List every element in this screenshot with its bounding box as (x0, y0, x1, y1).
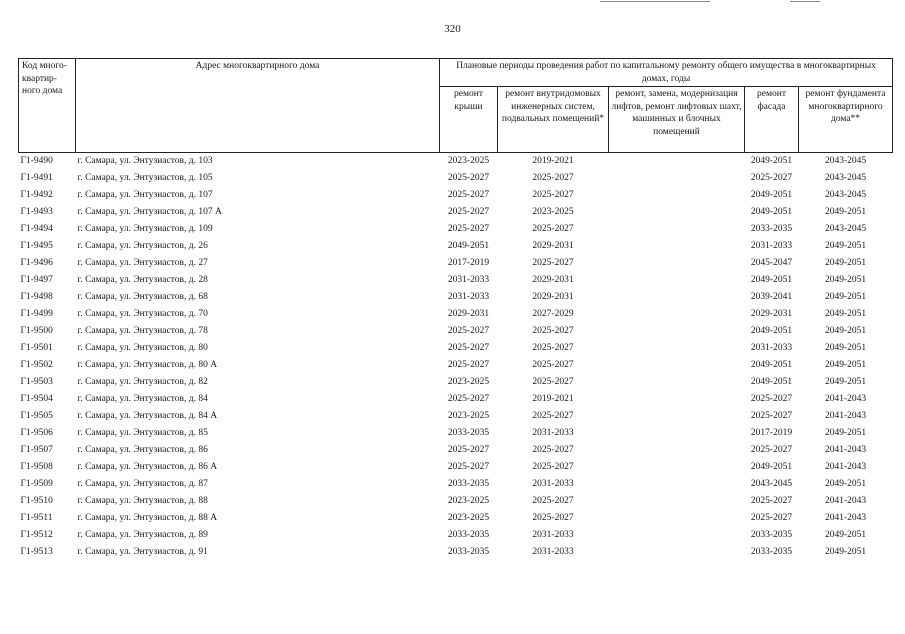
cell-facade: 2049-2051 (750, 190, 793, 200)
cell-address: г. Самара, ул. Энтузиастов, д. 85 (77, 428, 208, 438)
cell-elevators (609, 255, 745, 272)
table-row (19, 442, 893, 459)
cell-foundation: 2049-2051 (824, 309, 867, 319)
cell-engineering: 2025-2027 (532, 326, 574, 336)
cell-elevators (609, 391, 745, 408)
table-row (19, 357, 893, 374)
cell-facade: 2049-2051 (750, 156, 793, 166)
cell-roof: 2023-2025 (447, 411, 490, 421)
cell-roof: 2033-2035 (447, 547, 490, 557)
cell-roof: 2031-2033 (447, 275, 490, 285)
cell-code: Г1-9497 (20, 275, 53, 285)
cell-code: Г1-9501 (20, 343, 53, 353)
cell-engineering: 2025-2027 (532, 496, 574, 506)
cell-engineering: 2025-2027 (532, 258, 574, 268)
cell-facade: 2033-2035 (750, 224, 793, 234)
cell-address: г. Самара, ул. Энтузиастов, д. 28 (77, 275, 208, 285)
table-body (19, 153, 893, 562)
cell-address: г. Самара, ул. Энтузиастов, д. 26 (77, 241, 208, 251)
cell-address: г. Самара, ул. Энтузиастов, д. 68 (77, 292, 208, 302)
cell-address: г. Самара, ул. Энтузиастов, д. 86 (77, 445, 208, 455)
cell-elevators (609, 289, 745, 306)
cell-code: Г1-9493 (20, 207, 53, 217)
cell-foundation: 2043-2045 (824, 173, 867, 183)
cell-roof: 2025-2027 (447, 224, 490, 234)
cell-address: г. Самара, ул. Энтузиастов, д. 103 (77, 156, 213, 166)
cell-code: Г1-9509 (20, 479, 53, 489)
cell-engineering: 2019-2021 (532, 394, 574, 404)
cell-foundation: 2041-2043 (824, 496, 867, 506)
cell-facade: 2049-2051 (750, 207, 793, 217)
cell-elevators (609, 170, 745, 187)
cell-code: Г1-9508 (20, 462, 53, 472)
cell-elevators (609, 221, 745, 238)
cell-foundation: 2043-2045 (824, 156, 867, 166)
cell-address: г. Самара, ул. Энтузиастов, д. 87 (77, 479, 208, 489)
cell-facade: 2031-2033 (750, 343, 793, 353)
cell-code: Г1-9490 (20, 156, 53, 166)
cell-address: г. Самара, ул. Энтузиастов, д. 91 (77, 547, 208, 557)
cell-facade: 2049-2051 (750, 377, 793, 387)
table-row (19, 493, 893, 510)
cell-address: г. Самара, ул. Энтузиастов, д. 105 (77, 173, 213, 183)
cell-facade: 2049-2051 (750, 275, 793, 285)
cell-code: Г1-9496 (20, 258, 53, 268)
header-code: Код много-квартир-ного дома (19, 59, 76, 153)
cell-elevators (609, 340, 745, 357)
cell-facade: 2033-2035 (750, 547, 793, 557)
cell-roof: 2033-2035 (447, 530, 490, 540)
cell-facade: 2049-2051 (750, 326, 793, 336)
cell-facade: 2039-2041 (750, 292, 793, 302)
cell-foundation: 2041-2043 (824, 513, 867, 523)
cell-facade: 2049-2051 (750, 360, 793, 370)
cell-code: Г1-9510 (20, 496, 53, 506)
cell-facade: 2045-2047 (750, 258, 793, 268)
cell-elevators (609, 459, 745, 476)
cell-code: Г1-9499 (20, 309, 53, 319)
table-row (19, 255, 893, 272)
cell-code: Г1-9511 (20, 513, 53, 523)
cell-code: Г1-9513 (20, 547, 53, 557)
cell-engineering: 2025-2027 (532, 445, 574, 455)
cell-elevators (609, 510, 745, 527)
cell-address: г. Самара, ул. Энтузиастов, д. 107 (77, 190, 213, 200)
cell-code: Г1-9506 (20, 428, 53, 438)
table-row (19, 340, 893, 357)
cell-foundation: 2049-2051 (824, 530, 867, 540)
cell-roof: 2023-2025 (447, 377, 490, 387)
cell-code: Г1-9505 (20, 411, 53, 421)
table-row (19, 510, 893, 527)
cell-roof: 2033-2035 (447, 428, 490, 438)
cell-code: Г1-9502 (20, 360, 53, 370)
cell-elevators (609, 306, 745, 323)
cell-address: г. Самара, ул. Энтузиастов, д. 86 А (77, 462, 218, 472)
cell-engineering: 2029-2031 (532, 275, 574, 285)
cell-elevators (609, 238, 745, 255)
cell-address: г. Самара, ул. Энтузиастов, д. 27 (77, 258, 208, 268)
header-engineering: ремонт внутридомовых инженерных систем, подвальных помещений* (498, 87, 609, 153)
cell-roof: 2025-2027 (447, 360, 490, 370)
cell-roof: 2025-2027 (447, 343, 490, 353)
table-row (19, 476, 893, 493)
table-row (19, 544, 893, 561)
cell-address: г. Самара, ул. Энтузиастов, д. 80 (77, 343, 208, 353)
cell-foundation: 2049-2051 (824, 428, 867, 438)
table-row (19, 204, 893, 221)
cell-roof: 2029-2031 (447, 309, 490, 319)
cell-code: Г1-9512 (20, 530, 53, 540)
cell-engineering: 2031-2033 (532, 547, 574, 557)
cell-code: Г1-9491 (20, 173, 53, 183)
cell-foundation: 2049-2051 (824, 547, 867, 557)
cell-address: г. Самара, ул. Энтузиастов, д. 70 (77, 309, 208, 319)
cell-engineering: 2025-2027 (532, 462, 574, 472)
cell-engineering: 2027-2029 (532, 309, 574, 319)
cell-address: г. Самара, ул. Энтузиастов, д. 89 (77, 530, 208, 540)
cell-roof: 2031-2033 (447, 292, 490, 302)
cell-address: г. Самара, ул. Энтузиастов, д. 107 А (77, 207, 222, 217)
table-row (19, 306, 893, 323)
cell-engineering: 2025-2027 (532, 224, 574, 234)
cell-elevators (609, 476, 745, 493)
cell-address: г. Самара, ул. Энтузиастов, д. 78 (77, 326, 208, 336)
cell-engineering: 2025-2027 (532, 411, 574, 421)
cell-elevators (609, 357, 745, 374)
cell-roof: 2025-2027 (447, 207, 490, 217)
table-row (19, 272, 893, 289)
cell-foundation: 2049-2051 (824, 360, 867, 370)
cell-roof: 2033-2035 (447, 479, 490, 489)
cell-engineering: 2025-2027 (532, 190, 574, 200)
cell-elevators (609, 187, 745, 204)
cell-foundation: 2041-2043 (824, 394, 867, 404)
cell-code: Г1-9495 (20, 241, 53, 251)
header-roof: ремонт крыши (440, 87, 498, 153)
header-address: Адрес многоквартирного дома (76, 59, 440, 153)
table-row (19, 221, 893, 238)
cell-engineering: 2025-2027 (532, 360, 574, 370)
cell-address: г. Самара, ул. Энтузиастов, д. 80 А (77, 360, 218, 370)
cell-facade: 2025-2027 (750, 394, 793, 404)
cell-engineering: 2025-2027 (532, 377, 574, 387)
cell-facade: 2031-2033 (750, 241, 793, 251)
cell-facade: 2043-2045 (750, 479, 793, 489)
cell-facade: 2029-2031 (750, 309, 793, 319)
cell-foundation: 2043-2045 (824, 224, 867, 234)
cell-foundation: 2041-2043 (824, 411, 867, 421)
table-row (19, 459, 893, 476)
cell-facade: 2025-2027 (750, 513, 793, 523)
cell-engineering: 2025-2027 (532, 343, 574, 353)
cell-address: г. Самара, ул. Энтузиастов, д. 88 (77, 496, 208, 506)
cell-code: Г1-9507 (20, 445, 53, 455)
table-row (19, 374, 893, 391)
table-row (19, 187, 893, 204)
cell-facade: 2049-2051 (750, 462, 793, 472)
cell-facade: 2025-2027 (750, 173, 793, 183)
cell-code: Г1-9494 (20, 224, 53, 234)
cell-foundation: 2049-2051 (824, 326, 867, 336)
cell-roof: 2025-2027 (447, 394, 490, 404)
cell-elevators (609, 272, 745, 289)
cell-elevators (609, 323, 745, 340)
cell-roof: 2025-2027 (447, 445, 490, 455)
cell-roof: 2049-2051 (447, 241, 490, 251)
cell-elevators (609, 204, 745, 221)
header-facade: ремонт фасада (745, 87, 799, 153)
cell-engineering: 2031-2033 (532, 530, 574, 540)
cell-facade: 2025-2027 (750, 445, 793, 455)
cell-roof: 2025-2027 (447, 462, 490, 472)
cell-foundation: 2049-2051 (824, 377, 867, 387)
header-foundation: ремонт фундамента многоквартирного дома** (799, 87, 893, 153)
page-number: 320 (444, 23, 461, 35)
header-periods: Плановые периоды проведения работ по капитальному ремонту общего имущества в многоквартирных домах, годы (440, 59, 893, 87)
cell-address: г. Самара, ул. Энтузиастов, д. 88 А (77, 513, 218, 523)
cell-elevators (609, 408, 745, 425)
table-row (19, 527, 893, 544)
cell-engineering: 2031-2033 (532, 479, 574, 489)
cell-elevators (609, 544, 745, 561)
cell-elevators (609, 374, 745, 391)
cell-foundation: 2041-2043 (824, 462, 867, 472)
table-row (19, 425, 893, 442)
cell-address: г. Самара, ул. Энтузиастов, д. 84 (77, 394, 208, 404)
cell-engineering: 2029-2031 (532, 241, 574, 251)
table-row (19, 153, 893, 171)
table-row (19, 238, 893, 255)
cell-elevators (609, 442, 745, 459)
cell-engineering: 2029-2031 (532, 292, 574, 302)
cell-roof: 2025-2027 (447, 190, 490, 200)
cell-roof: 2023-2025 (447, 513, 490, 523)
cell-elevators (609, 493, 745, 510)
cell-foundation: 2049-2051 (824, 343, 867, 353)
cell-code: Г1-9503 (20, 377, 53, 387)
cell-foundation: 2049-2051 (824, 275, 867, 285)
cell-roof: 2023-2025 (447, 496, 490, 506)
cell-elevators (609, 153, 745, 171)
table-row (19, 408, 893, 425)
cell-foundation: 2043-2045 (824, 190, 867, 200)
cell-foundation: 2049-2051 (824, 207, 867, 217)
cell-engineering: 2025-2027 (532, 513, 574, 523)
cell-code: Г1-9492 (20, 190, 53, 200)
cell-code: Г1-9500 (20, 326, 53, 336)
cell-elevators (609, 527, 745, 544)
table-row (19, 289, 893, 306)
cell-roof: 2017-2019 (447, 258, 490, 268)
cell-engineering: 2031-2033 (532, 428, 574, 438)
cell-roof: 2025-2027 (447, 326, 490, 336)
cell-code: Г1-9498 (20, 292, 53, 302)
cell-facade: 2025-2027 (750, 411, 793, 421)
cell-address: г. Самара, ул. Энтузиастов, д. 109 (77, 224, 213, 234)
cell-facade: 2017-2019 (750, 428, 793, 438)
cell-address: г. Самара, ул. Энтузиастов, д. 84 А (77, 411, 218, 421)
cell-foundation: 2049-2051 (824, 292, 867, 302)
table-row (19, 170, 893, 187)
cell-foundation: 2049-2051 (824, 479, 867, 489)
table-row (19, 323, 893, 340)
top-scan-line-right (790, 1, 820, 2)
cell-foundation: 2049-2051 (824, 241, 867, 251)
repair-schedule-table (18, 58, 893, 561)
cell-roof: 2023-2025 (447, 156, 490, 166)
cell-roof: 2025-2027 (447, 173, 490, 183)
cell-foundation: 2049-2051 (824, 258, 867, 268)
cell-address: г. Самара, ул. Энтузиастов, д. 82 (77, 377, 208, 387)
cell-elevators (609, 425, 745, 442)
cell-foundation: 2041-2043 (824, 445, 867, 455)
cell-engineering: 2019-2021 (532, 156, 574, 166)
cell-engineering: 2025-2027 (532, 173, 574, 183)
cell-engineering: 2023-2025 (532, 207, 574, 217)
table-row (19, 391, 893, 408)
top-scan-line (600, 1, 710, 2)
header-elevators: ремонт, замена, модернизация лифтов, ремонт лифтовых шахт, машинных и блочных помещений (609, 87, 745, 153)
cell-code: Г1-9504 (20, 394, 53, 404)
cell-facade: 2025-2027 (750, 496, 793, 506)
cell-facade: 2033-2035 (750, 530, 793, 540)
